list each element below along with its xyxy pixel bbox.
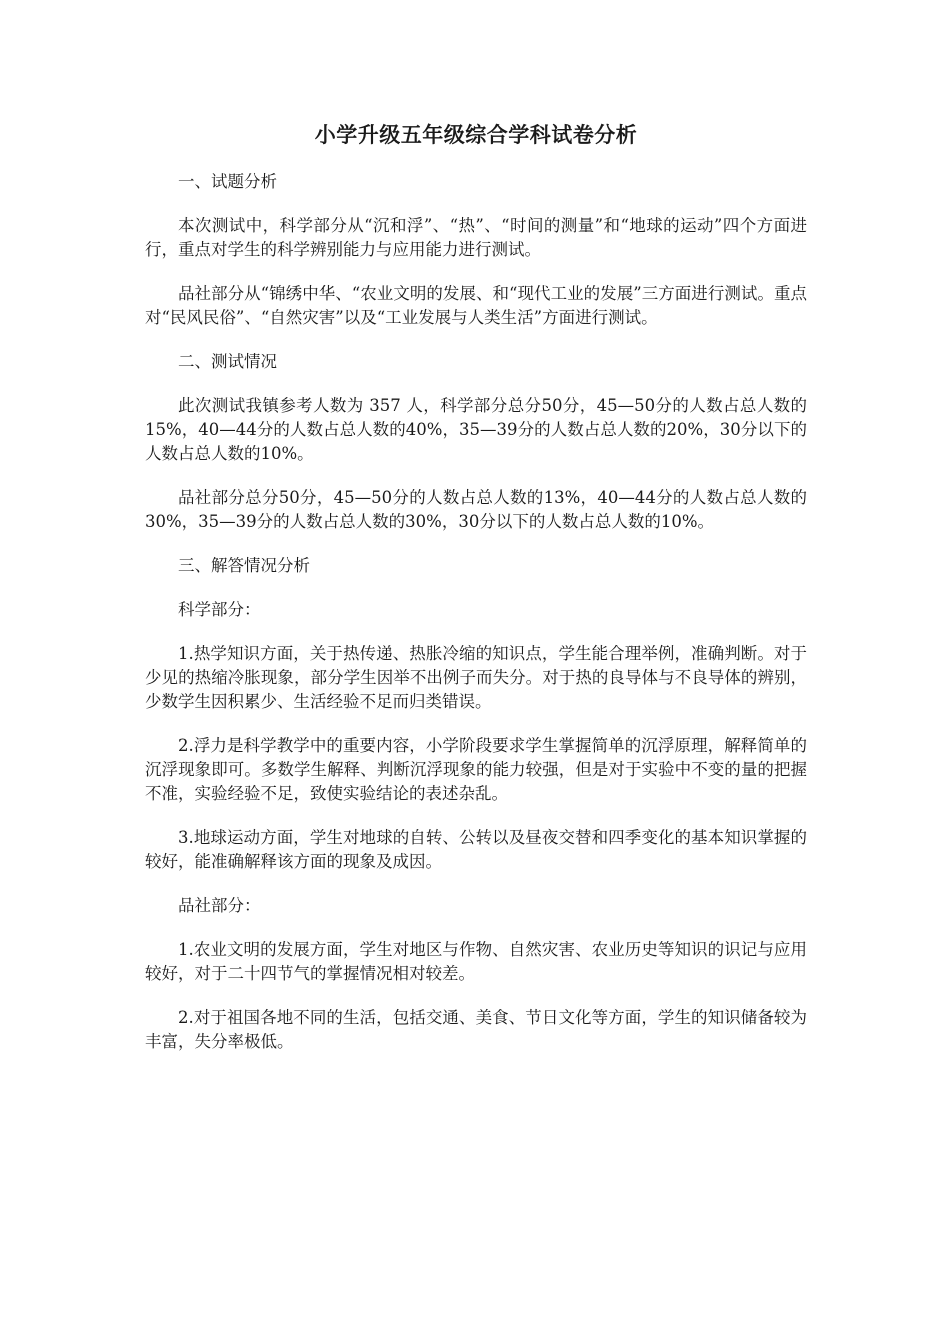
paragraph-social-item-1: 1.农业文明的发展方面，学生对地区与作物、自然灾害、农业历史等知识的识记与应用较好，对于二十四节气的掌握情况相对较差。 [145,940,807,983]
paragraph-science-item-1: 1.热学知识方面，关于热传递、热胀冷缩的知识点，学生能合理举例，准确判断。对于少见的热缩冷胀现象，部分学生因举不出例子而失分。对于热的良导体与不良导体的辨别，少数学生因积累少、生活经验不足而归类错误。 [145,644,807,711]
document-title: 小学升级五年级综合学科试卷分析 [314,123,638,147]
paragraph-social-item-2: 2.对于祖国各地不同的生活，包括交通、美食、节日文化等方面，学生的知识储备较为丰富，失分率极低。 [145,1008,807,1051]
paragraph-science-item-3: 3.地球运动方面，学生对地球的自转、公转以及昼夜交替和四季变化的基本知识掌握的较好，能准确解释该方面的现象及成因。 [145,828,807,871]
paragraph-social-scores: 品社部分总分50分，45—50分的人数占总人数的13%，40—44分的人数占总人数的30%，35—39分的人数占总人数的30%，30分以下的人数占总人数的10%。 [145,488,807,531]
paragraph-social-scope: 品社部分从“锦绣中华、“农业文明的发展、和“现代工业的发展”三方面进行测试。重点对“民风民俗”、“自然灾害”以及“工业发展与人类生活”方面进行测试。 [145,284,807,327]
subheading-science: 科学部分： [178,600,261,619]
section-heading-answer-analysis: 三、解答情况分析 [178,556,310,575]
paragraph-science-item-2: 2.浮力是科学教学中的重要内容，小学阶段要求学生掌握简单的沉浮原理，解释简单的沉浮现象即可。多数学生解释、判断沉浮现象的能力较强，但是对于实验中不变的量的把握不准，实验经验不足，致使实验结论的表述杂乱。 [145,736,807,803]
section-heading-test-situation: 二、测试情况 [178,352,277,371]
section-heading-question-analysis: 一、试题分析 [178,172,277,191]
paragraph-science-scores: 此次测试我镇参考人数为 357 人，科学部分总分50分，45—50分的人数占总人数的15%，40—44分的人数占总人数的40%，35—39分的人数占总人数的20%，30分以下的人数占总人数的10%。 [145,396,807,463]
document-page [145,120,807,1074]
paragraph-science-scope: 本次测试中，科学部分从“沉和浮”、“热”、“时间的测量”和“地球的运动”四个方面进行，重点对学生的科学辨别能力与应用能力进行测试。 [145,216,807,259]
subheading-social: 品社部分： [178,896,261,915]
